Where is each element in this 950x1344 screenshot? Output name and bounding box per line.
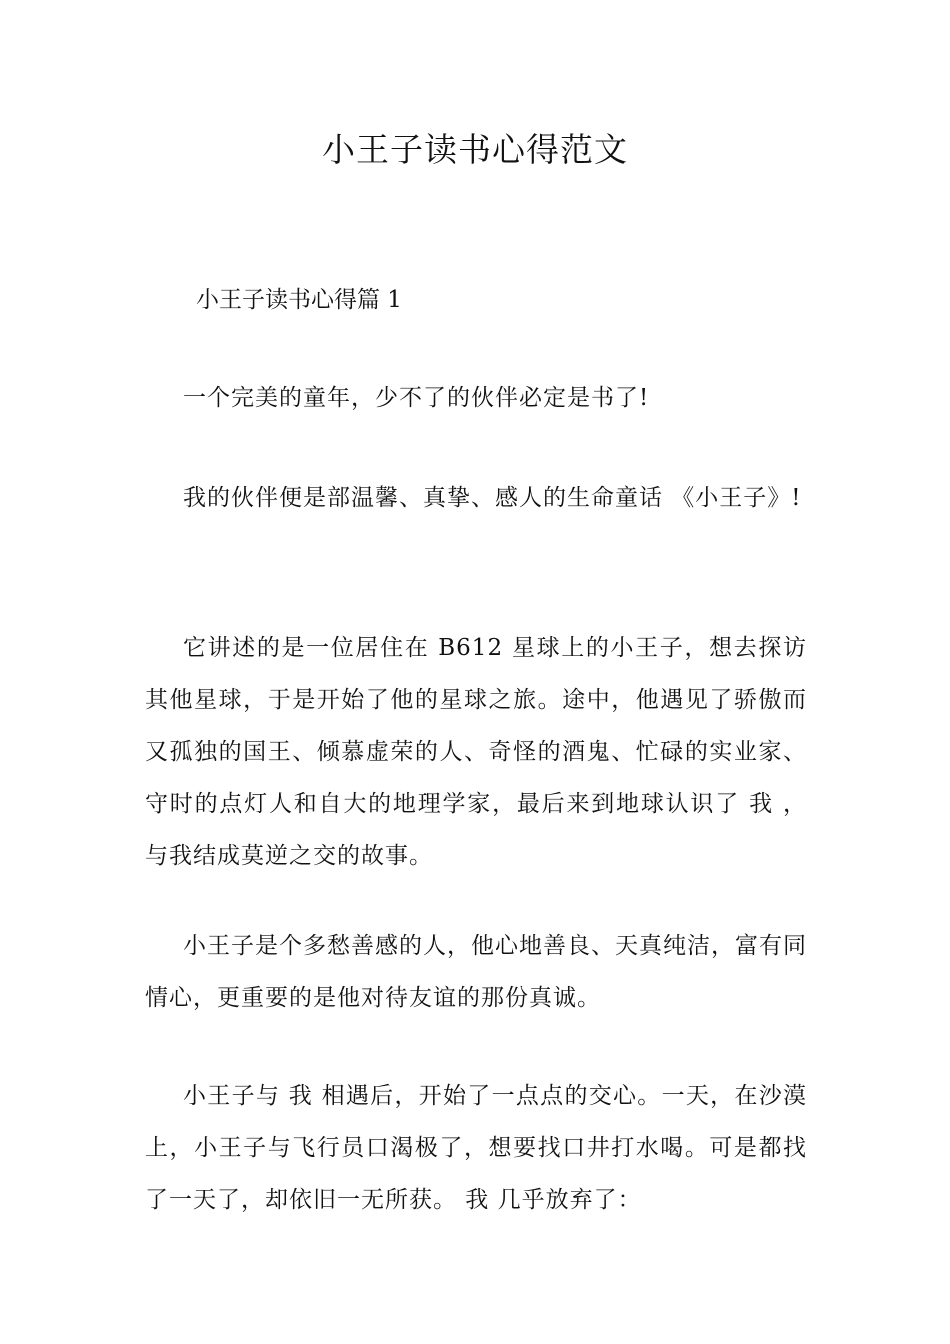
section-heading: 小王子读书心得篇 1 — [196, 287, 402, 313]
document-title: 小王子读书心得范文 — [322, 130, 628, 169]
paragraph-1: 一个完美的童年，少不了的伙伴必定是书了! — [183, 385, 650, 411]
paragraph-4: 小王子是个多愁善感的人，他心地善良、天真纯洁，富有同情心，更重要的是他对待友谊的那份真诚。 — [145, 933, 807, 1011]
paragraph-5: 小王子与 我 相遇后，开始了一点点的交心。一天，在沙漠上，小王子与飞行员口渴极了，想要找口井打水喝。可是都找了一天了，却依旧一无所获。 我 几乎放弃了： — [145, 1083, 807, 1213]
paragraph-2: 我的伙伴便是部温馨、真挚、感人的生命童话 《小王子》! — [183, 485, 802, 511]
paragraph-3: 它讲述的是一位居住在 B612 星球上的小王子，想去探访其他星球，于是开始了他的星球之旅。途中，他遇见了骄傲而又孤独的国王、倾慕虚荣的人、奇怪的酒鬼、忙碌的实业家、守时的点灯人和自大的地理学家，最后来到地球认识了 我 ，与我结成莫逆之交的故事。 — [145, 635, 807, 869]
